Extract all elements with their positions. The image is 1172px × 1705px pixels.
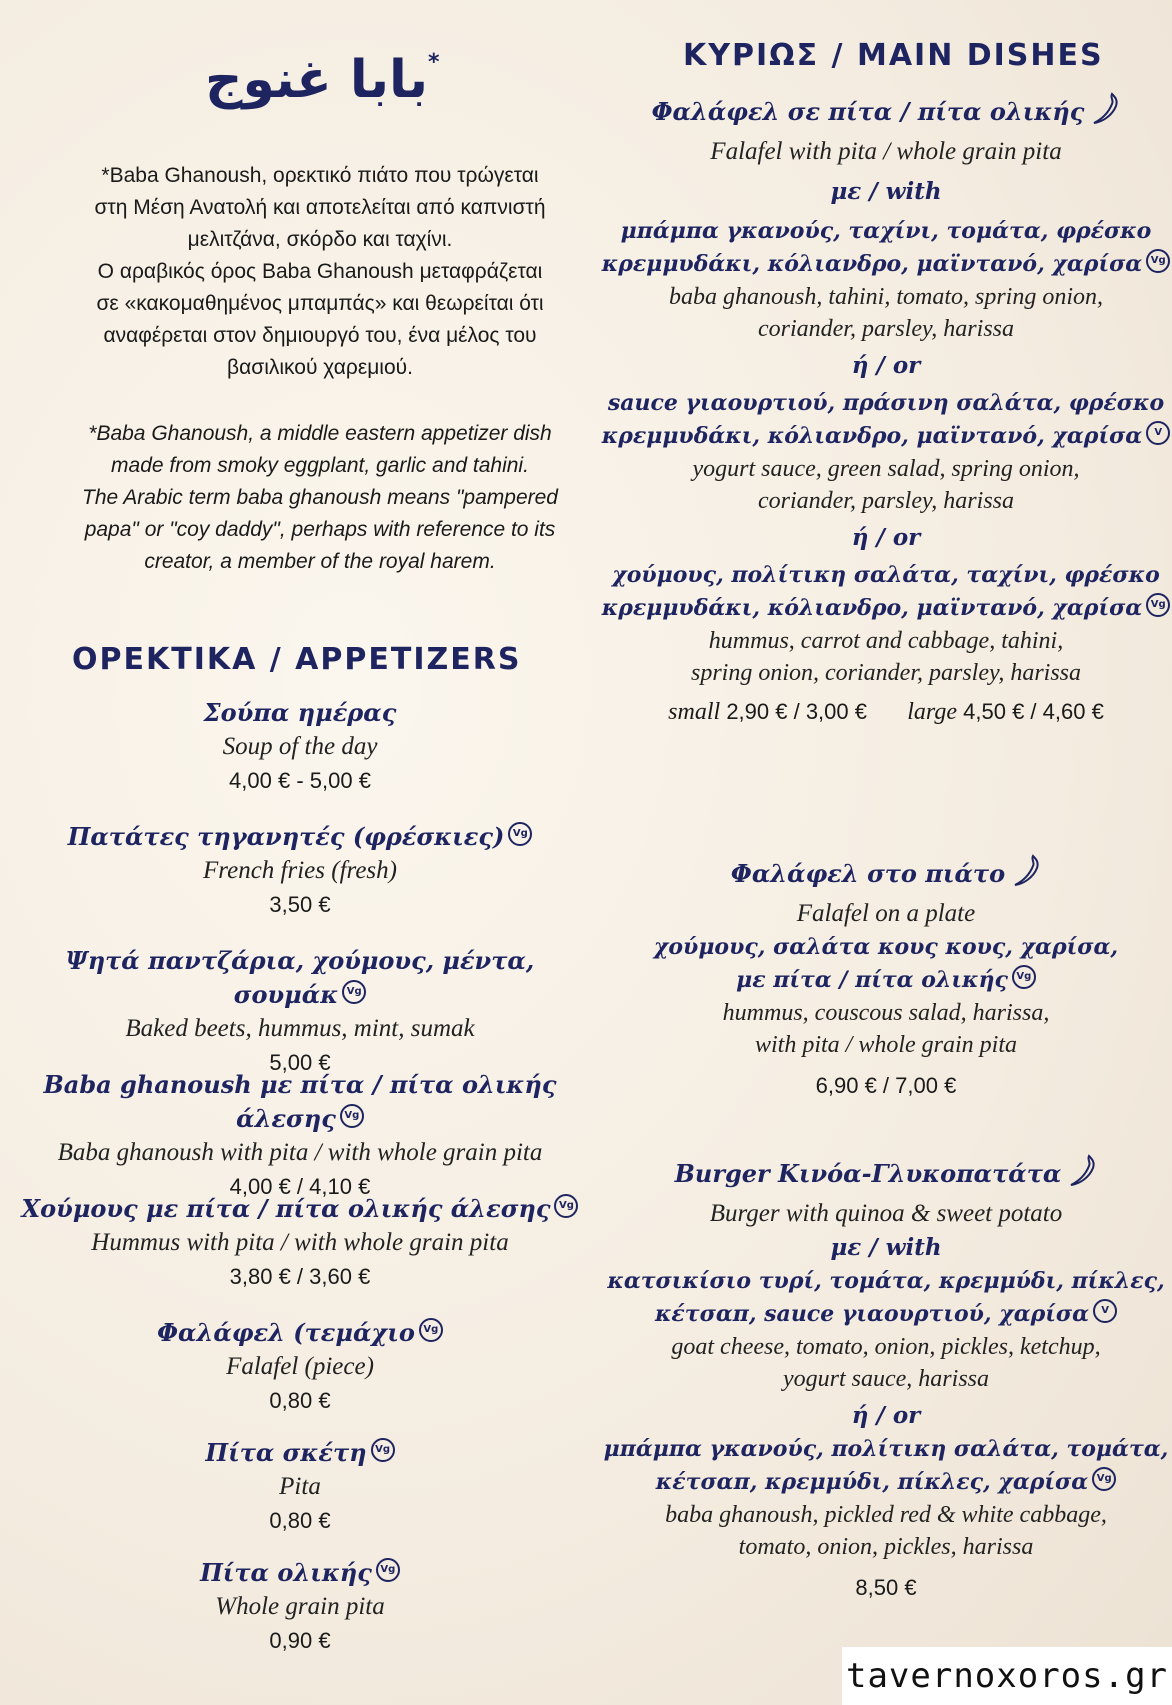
- option-english: goat cheese, tomato, onion, pickles, ketchup,: [671, 1334, 1101, 1360]
- menu-item: [20, 944, 580, 1080]
- item-greek-name: Φαλάφελ (τεμάχιο: [157, 1318, 415, 1347]
- falafel-plate-block: [600, 854, 1172, 1103]
- intro-line: βασιλικού χαρεμιού.: [227, 356, 413, 379]
- option-english: yogurt sauce, harissa: [783, 1366, 989, 1392]
- option: [600, 559, 1172, 689]
- vegan-badge: Vg: [1146, 249, 1170, 273]
- vegan-badge: Vg: [1012, 965, 1036, 989]
- option-english: baba ghanoush, pickled red & white cabbage,: [665, 1502, 1107, 1528]
- option-greek: κρεμμυδάκι, κόλιανδρο, μαϊντανό, χαρίσα: [601, 251, 1143, 277]
- item-english-name: Soup of the day: [222, 733, 378, 760]
- option-greek: μπάμπα γκανούς, πολίτικη σαλάτα, τομάτα,: [603, 1436, 1169, 1462]
- item-price: 4,00 € / 4,10 €: [229, 1174, 371, 1199]
- desc-english: hummus, couscous salad, harissa,: [722, 1000, 1050, 1026]
- item-english-name: Baked beets, hummus, mint, sumak: [125, 1015, 475, 1042]
- item-english-name: Hummus with pita / with whole grain pita: [91, 1229, 509, 1256]
- vegan-badge: Vg: [419, 1318, 443, 1342]
- with-label: με / with: [830, 178, 942, 205]
- item-greek-name: Πίτα ολικής: [200, 1558, 372, 1587]
- vegan-badge: Vg: [342, 980, 366, 1004]
- with-label: με / with: [830, 1234, 942, 1261]
- appetizers-title: ΟΡΕΚΤΙΚΑ / APPETIZERS: [72, 642, 522, 677]
- menu-item: [60, 696, 540, 798]
- vegetarian-badge: V: [1146, 421, 1170, 445]
- vegetarian-badge: V: [1093, 1299, 1117, 1323]
- item-greek-name: Baba ghanoush με πίτα / πίτα ολικής άλεσης: [43, 1070, 557, 1133]
- falafel-pita-block: [600, 92, 1172, 726]
- menu-item: [60, 1316, 540, 1418]
- option-greek: sauce γιαουρτιού, πράσινη σαλάτα, φρέσκο: [607, 390, 1165, 416]
- option-english: baba ghanoush, tahini, tomato, spring onion,: [668, 284, 1104, 310]
- vegan-badge: Vg: [554, 1194, 578, 1218]
- menu-item: [20, 1192, 580, 1294]
- vegan-badge: Vg: [371, 1438, 395, 1462]
- item-greek-name: Φαλάφελ στο πιάτο: [730, 859, 1006, 888]
- item-greek-name: Ψητά παντζάρια, χούμους, μέντα, σουμάκ: [65, 946, 535, 1009]
- or-label: ή / or: [851, 1402, 921, 1429]
- intro-line: The Arabic term baba ghanoush means "pampered: [82, 486, 558, 509]
- option: [600, 1265, 1172, 1395]
- item-english-name: Burger with quinoa & sweet potato: [709, 1200, 1063, 1227]
- vegan-badge: Vg: [340, 1104, 364, 1128]
- item-greek-name: Burger Κινόα-Γλυκοπατάτα: [674, 1159, 1062, 1188]
- menu-item: [60, 1556, 540, 1658]
- large-price: 4,50 € / 4,60 €: [963, 699, 1104, 724]
- item-english-name: French fries (fresh): [203, 857, 397, 884]
- intro-line: μελιτζάνα, σκόρδο και ταχίνι.: [187, 228, 453, 251]
- item-price: 4,00 € - 5,00 €: [229, 768, 371, 793]
- intro-line: στη Μέση Ανατολή και αποτελείται από καπνιστή: [94, 196, 546, 219]
- main-dishes-title: ΚΥΡΙΩΣ / MAIN DISHES: [683, 38, 1104, 73]
- item-english-name: Falafel (piece): [226, 1353, 374, 1380]
- intro-line: made from smoky eggplant, garlic and tahini.: [111, 454, 529, 477]
- desc-greek: με πίτα / πίτα ολικής: [736, 967, 1008, 993]
- item-price: 0,80 €: [269, 1508, 331, 1533]
- chili-icon: [1011, 854, 1041, 897]
- option-greek: κέτσαπ, sauce γιαουρτιού, χαρίσα: [654, 1301, 1090, 1327]
- item-greek-name: Πίτα σκέτη: [205, 1438, 367, 1467]
- size-prices: [600, 699, 1172, 726]
- item-english-name: Baba ghanoush with pita / with whole grain pita: [57, 1139, 543, 1166]
- option-greek: κέτσαπ, κρεμμύδι, πίκλες, χαρίσα: [655, 1469, 1089, 1495]
- menu-item: [40, 820, 560, 922]
- item-price: 6,90 € / 7,00 €: [815, 1073, 957, 1098]
- small-price: 2,90 € / 3,00 €: [726, 699, 867, 724]
- item-greek-name: Χούμους με πίτα / πίτα ολικής άλεσης: [21, 1194, 551, 1223]
- small-label: small: [668, 699, 721, 725]
- item-english-name: Falafel on a plate: [796, 900, 976, 927]
- intro-line: creator, a member of the royal harem.: [144, 550, 496, 573]
- option: [600, 215, 1172, 345]
- intro-greek: [40, 160, 600, 384]
- or-label: ή / or: [851, 352, 921, 379]
- item-english-name: Pita: [279, 1473, 321, 1500]
- vegan-badge: Vg: [376, 1558, 400, 1582]
- menu-item: [60, 1436, 540, 1538]
- vegan-badge: Vg: [508, 822, 532, 846]
- option-greek: χούμους, πολίτικη σαλάτα, ταχίνι, φρέσκο: [612, 562, 1160, 588]
- item-greek-name: Πατάτες τηγανητές (φρέσκιες): [67, 822, 505, 851]
- item-price: 8,50 €: [855, 1575, 917, 1600]
- intro-line: σε «κακομαθημένος μπαμπάς» και θεωρείται ότι: [96, 292, 544, 315]
- item-price: 3,80 € / 3,60 €: [229, 1264, 371, 1289]
- intro-line: *Baba Ghanoush, a middle eastern appetizer dish: [88, 422, 552, 445]
- option-greek: μπάμπα γκανούς, ταχίνι, τομάτα, φρέσκο: [620, 218, 1152, 244]
- burger-block: [600, 1154, 1172, 1605]
- option: [600, 1433, 1172, 1563]
- watermark: tavernoxoros.gr: [842, 1647, 1172, 1705]
- item-english-name: Falafel with pita / whole grain pita: [710, 138, 1062, 165]
- chili-icon: [1090, 92, 1120, 135]
- chili-icon: [1067, 1154, 1097, 1197]
- intro-english: [40, 418, 600, 578]
- option-english: yogurt sauce, green salad, spring onion,: [692, 456, 1080, 482]
- option-english: coriander, parsley, harissa: [757, 316, 1014, 342]
- desc-greek: χούμους, σαλάτα κους κους, χαρίσα,: [653, 934, 1119, 960]
- item-price: 0,80 €: [269, 1388, 331, 1413]
- desc-english: with pita / whole grain pita: [754, 1032, 1018, 1058]
- item-price: 5,00 €: [269, 1050, 331, 1075]
- menu-item: [0, 1068, 600, 1204]
- item-greek-name: Σούπα ημέρας: [203, 698, 397, 727]
- intro-line: Ο αραβικός όρος Baba Ghanoush μεταφράζεται: [97, 260, 543, 283]
- option-greek: κατσικίσιο τυρί, τομάτα, κρεμμύδι, πίκλες,: [607, 1268, 1165, 1294]
- vegan-badge: Vg: [1146, 593, 1170, 617]
- item-english-name: Whole grain pita: [215, 1593, 385, 1620]
- item-price: 0,90 €: [269, 1628, 331, 1653]
- option: [600, 387, 1172, 517]
- intro-line: *Baba Ghanoush, ορεκτικό πιάτο που τρώγεται: [101, 164, 539, 187]
- item-price: 3,50 €: [269, 892, 331, 917]
- intro-line: αναφέρεται στον δημιουργό του, ένα μέλος του: [103, 324, 537, 347]
- item-greek-name: Φαλάφελ σε πίτα / πίτα ολικής: [651, 97, 1085, 126]
- option-english: coriander, parsley, harissa: [757, 488, 1014, 514]
- intro-line: papa" or "coy daddy", perhaps with reference to its: [84, 518, 556, 541]
- or-label: ή / or: [851, 524, 921, 551]
- option-english: hummus, carrot and cabbage, tahini,: [708, 628, 1064, 654]
- arabic-title: *بابا غنوج: [205, 50, 440, 110]
- option-english: tomato, onion, pickles, harissa: [738, 1534, 1034, 1560]
- option-greek: κρεμμυδάκι, κόλιανδρο, μαϊντανό, χαρίσα: [601, 595, 1143, 621]
- large-label: large: [907, 699, 958, 725]
- option-greek: κρεμμυδάκι, κόλιανδρο, μαϊντανό, χαρίσα: [601, 423, 1143, 449]
- vegan-badge: Vg: [1092, 1467, 1116, 1491]
- option-english: spring onion, coriander, parsley, harissa: [690, 660, 1082, 686]
